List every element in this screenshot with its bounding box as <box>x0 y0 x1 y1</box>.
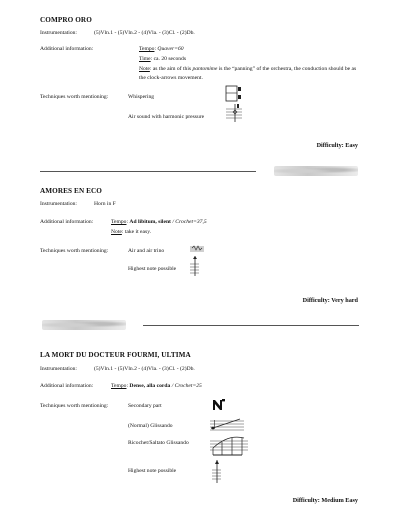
instrumentation-label: Instrumentation: <box>40 30 77 36</box>
technique-item: Highest note possible <box>128 266 177 272</box>
additional-info-label: Additional information: <box>40 219 94 225</box>
decorative-ornament <box>42 320 126 330</box>
whispering-notation-icon <box>224 85 244 105</box>
decorative-ornament <box>274 166 358 176</box>
note-line: Note: as the aim of this pantomime is the “panning” of the orchestra, the conduction should be as <box>139 66 357 72</box>
techniques-label: Techniques worth mentioning: <box>40 94 109 100</box>
tempo-line: Tempo: Ad libitum, silent / Crochet=37,5 <box>111 219 207 225</box>
difficulty-label: Difficulty: Very hard <box>302 297 358 304</box>
technique-item: Air sound with harmonic pressure <box>128 114 205 120</box>
difficulty-label: Difficulty: Easy <box>316 142 358 149</box>
technique-item: Ricochet/Saltato Glissando <box>128 440 189 446</box>
section-title: AMORES EN ECO <box>40 187 103 195</box>
time-line: Time: ca. 20 seconds <box>139 56 187 62</box>
ricochet-glissando-notation-icon <box>210 432 250 456</box>
technique-item: (Normal) Glissando <box>128 423 173 429</box>
instrumentation-label: Instrumentation: <box>40 201 77 207</box>
techniques-label: Techniques worth mentioning: <box>40 248 109 254</box>
tempo-line: Tempo: Dense, alla corda / Crochet=25 <box>111 383 202 389</box>
additional-info-label: Additional information: <box>40 383 94 389</box>
air-trill-notation-icon <box>190 244 208 254</box>
highest-note-notation-icon <box>211 460 223 484</box>
secondary-part-symbol-icon <box>212 399 226 413</box>
instrumentation-label: Instrumentation: <box>40 366 77 372</box>
harmonic-air-notation-icon <box>226 104 246 124</box>
instrumentation-value: (5)Vln.1 - (5)Vln.2 - (4)Vla. - (3)Cl. - (2)Db. <box>94 366 195 372</box>
additional-info-label: Additional information: <box>40 46 94 52</box>
note-line: Note: take it easy. <box>111 229 152 235</box>
note-continuation: the clock-arrows movement. <box>139 75 203 81</box>
technique-item: Whispering <box>128 94 155 100</box>
instrumentation-value: Horn in F <box>94 201 116 207</box>
section-divider <box>143 325 359 326</box>
tempo-line: Tempo: Quaver=60 <box>139 46 184 52</box>
normal-glissando-notation-icon <box>210 416 246 432</box>
section-divider <box>40 171 256 172</box>
difficulty-label: Difficulty: Medium Easy <box>292 497 358 504</box>
section-title: LA MORT DU DOCTEUR FOURMI, ULTIMA <box>40 351 191 359</box>
technique-item: Secondary part <box>128 403 162 409</box>
techniques-label: Techniques worth mentioning: <box>40 403 109 409</box>
technique-item: Air and air trino <box>128 248 165 254</box>
section-title: COMPRO ORO <box>40 16 92 24</box>
technique-item: Highest note possible <box>128 468 177 474</box>
highest-note-notation-icon <box>189 256 201 278</box>
instrumentation-value: (5)Vln.1 - (5)Vln.2 - (4)Vla. - (3)Cl. - (2)Db. <box>94 30 195 36</box>
